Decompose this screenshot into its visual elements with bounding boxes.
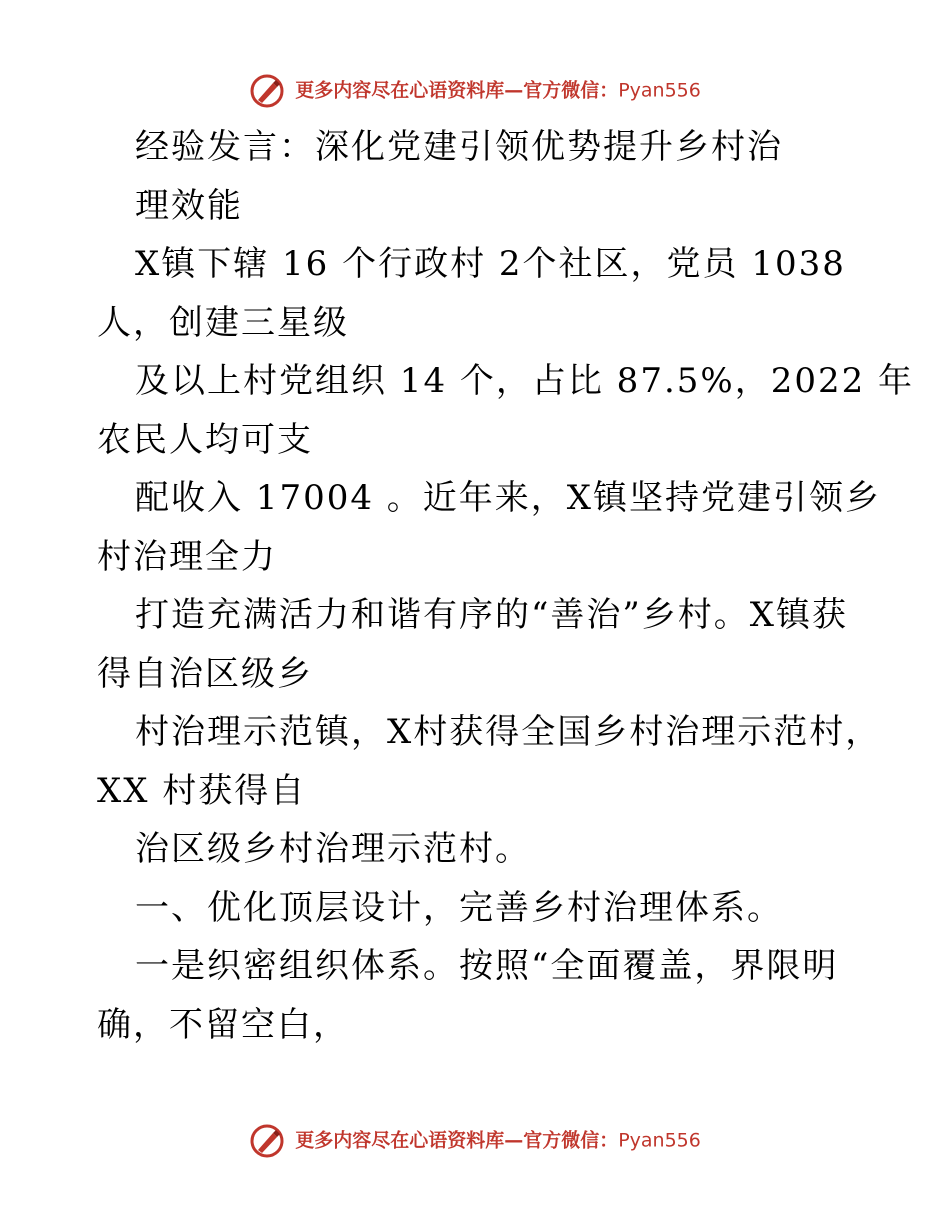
- watermark-text: 更多内容尽在心语资料库—官方微信：: [295, 79, 619, 102]
- watermark-contact: Pyan556: [618, 1129, 701, 1152]
- doc-line: 村治理全力: [97, 536, 277, 577]
- doc-line: 理效能: [135, 185, 243, 226]
- doc-line: 村治理示范镇，X村获得全国乡村治理示范村，: [135, 712, 882, 752]
- doc-line: 得自治区级乡: [97, 653, 313, 694]
- header-watermark: [0, 70, 950, 110]
- doc-line: 一、优化顶层设计，完善乡村治理体系。: [135, 887, 783, 928]
- watermark-contact: Pyan556: [618, 79, 701, 102]
- doc-line: 治区级乡村治理示范村。: [135, 829, 531, 869]
- doc-line: 确，不留空白，: [97, 1004, 349, 1045]
- doc-line: 一是织密组织体系。按照“全面覆盖，界限明: [135, 946, 839, 986]
- doc-line: 及以上村党组织 14 个，占比 87.5%，2022 年: [135, 361, 915, 401]
- document-body: [97, 118, 915, 1054]
- footer-watermark: [0, 1120, 950, 1160]
- pen-logo-icon: [249, 73, 285, 109]
- watermark-text: 更多内容尽在心语资料库—官方微信：: [295, 1129, 619, 1152]
- pen-logo-icon: [249, 1123, 285, 1159]
- doc-line: 配收入 17004 。近年来，X镇坚持党建引领乡: [135, 478, 881, 518]
- doc-line: 农民人均可支: [97, 419, 313, 460]
- doc-line: 人，创建三星级: [97, 302, 349, 343]
- doc-line: X镇下辖 16 个行政村 2个社区，党员 1038: [135, 244, 846, 284]
- doc-line: XX 村获得自: [97, 770, 307, 811]
- doc-line: 经验发言：深化党建引领优势提升乡村治: [135, 127, 783, 167]
- doc-line: 打造充满活力和谐有序的“善治”乡村。X镇获: [135, 595, 848, 635]
